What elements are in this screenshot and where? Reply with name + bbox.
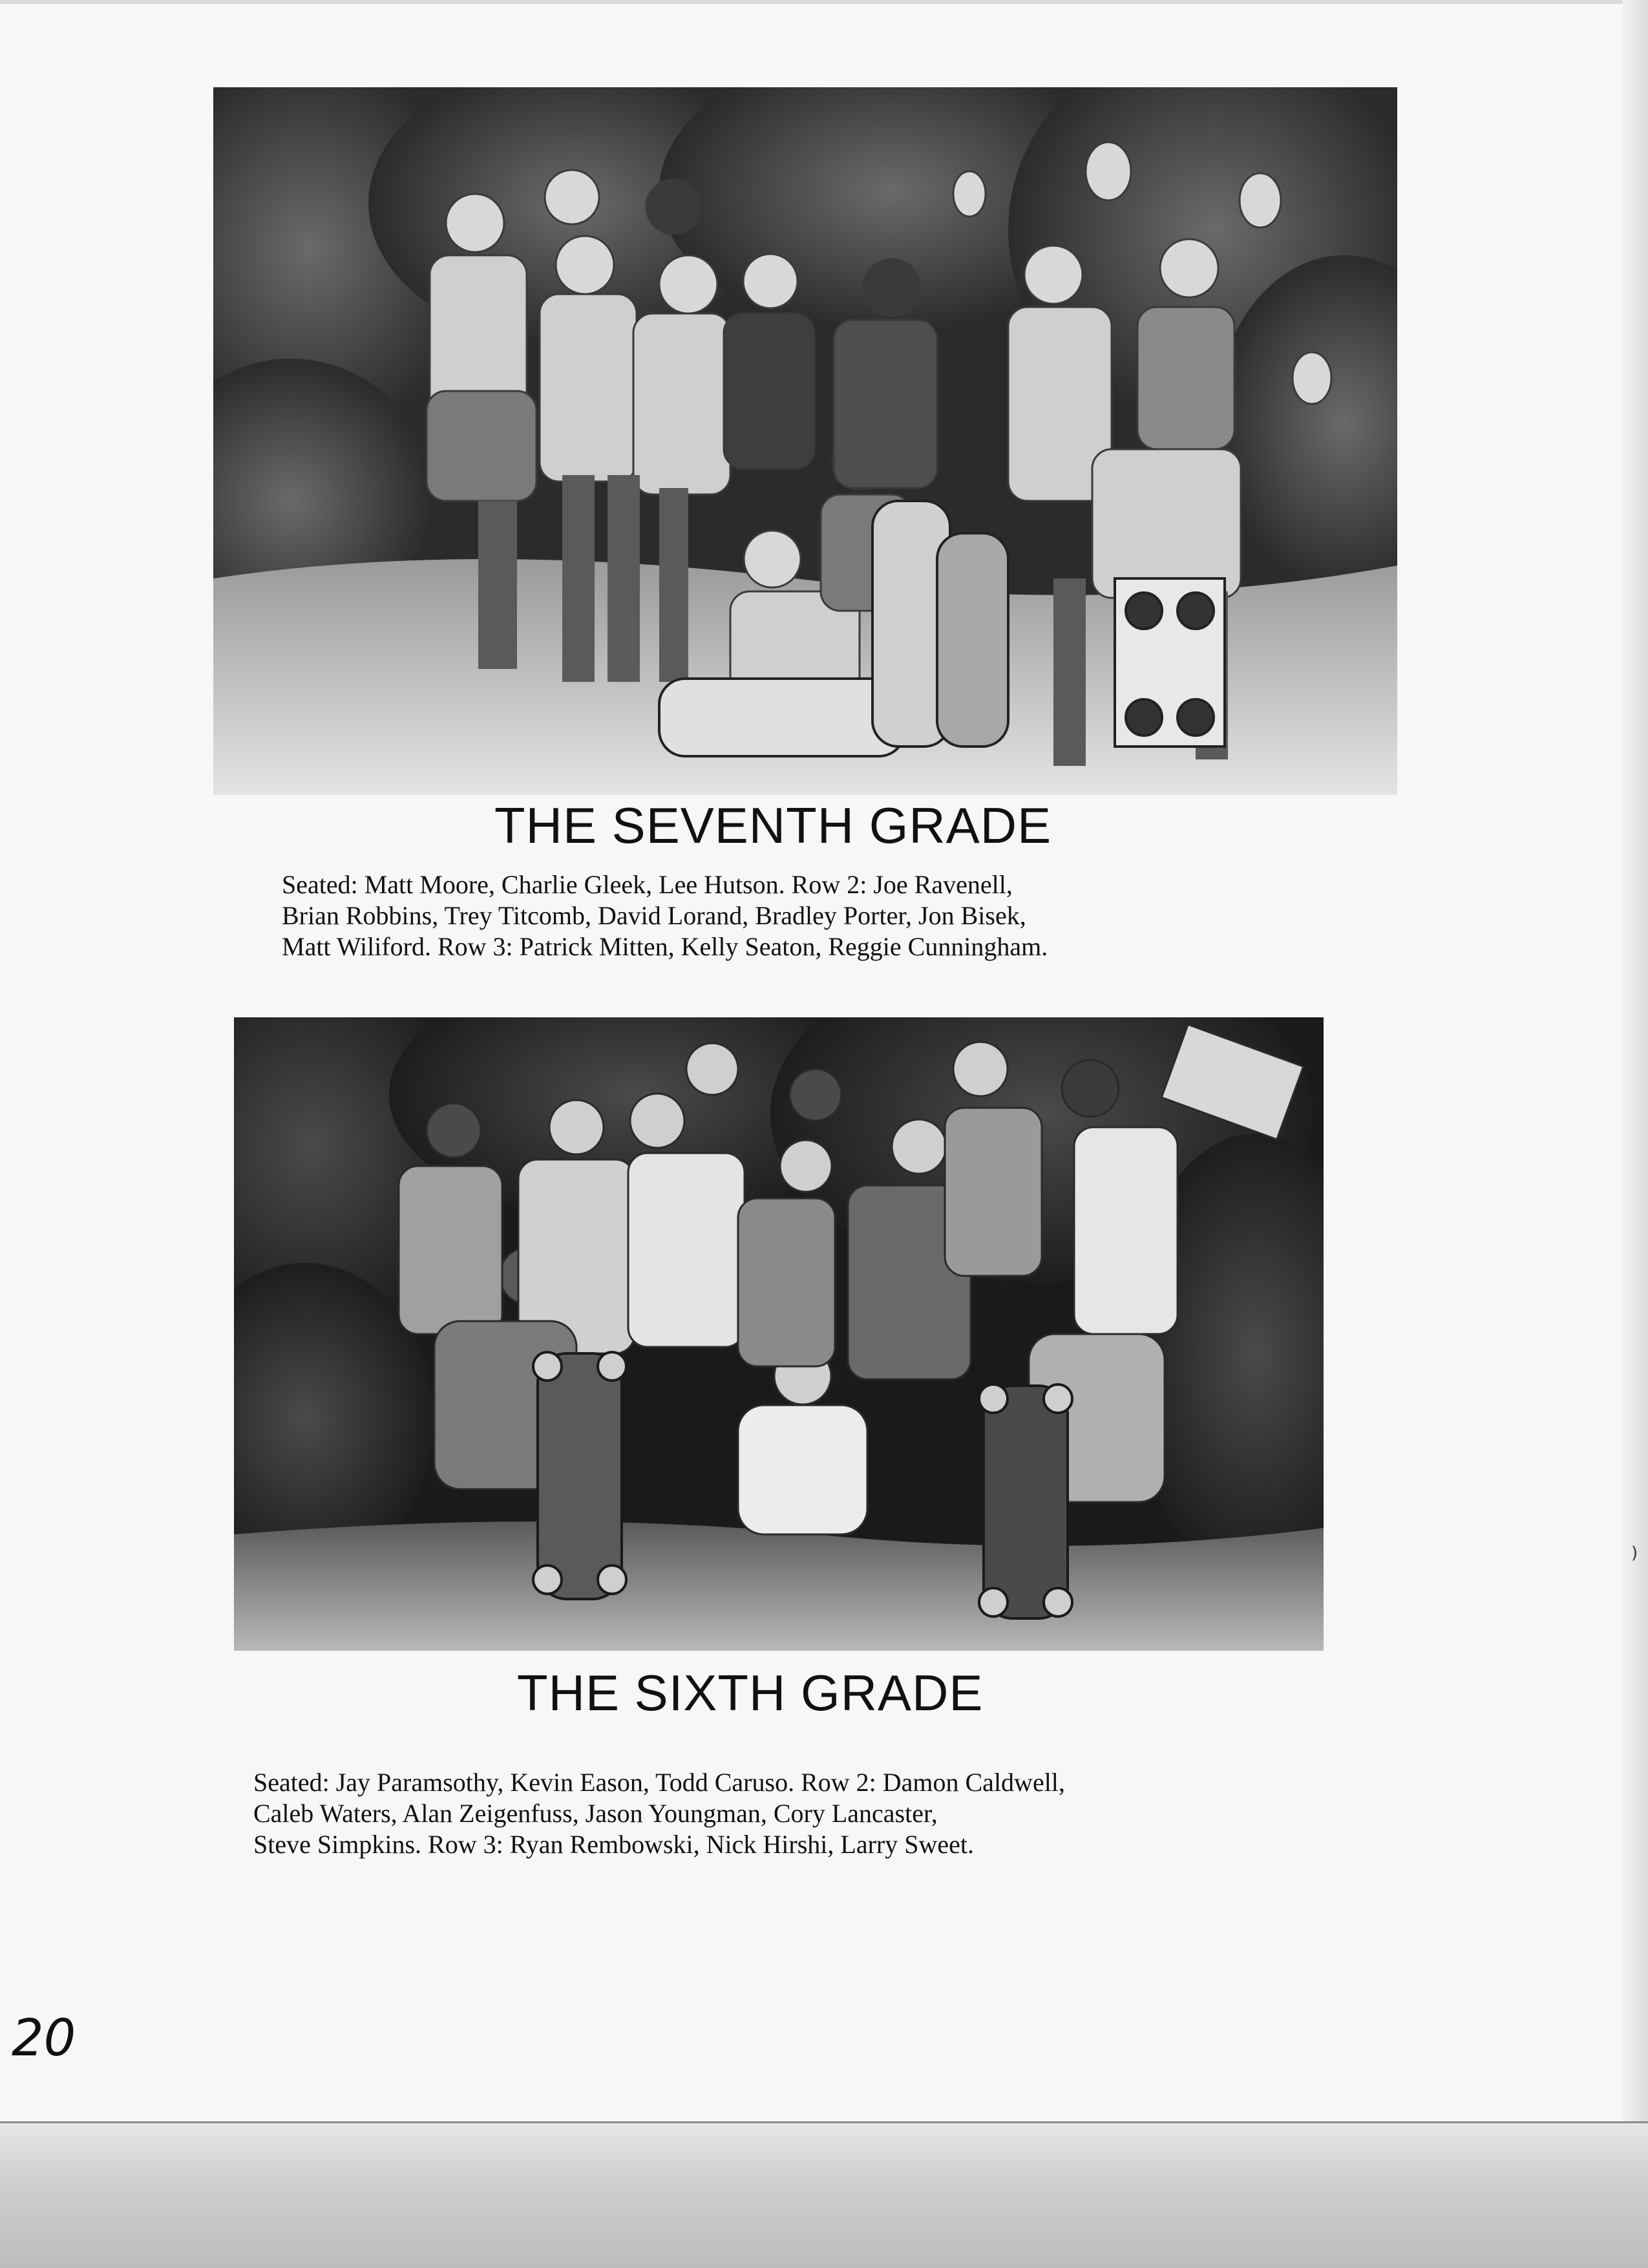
page-right-shadow xyxy=(1622,0,1648,2123)
page-bottom-shadow xyxy=(0,2123,1648,2268)
seventh-grade-photo xyxy=(213,87,1397,795)
page-top-edge xyxy=(0,0,1648,4)
seventh-grade-title: THE SEVENTH GRADE xyxy=(494,797,1052,854)
page-number: 20 xyxy=(12,2009,76,2068)
caption-line: Steve Simpkins. Row 3: Ryan Rembowski, Nick Hirshi, Larry Sweet. xyxy=(253,1830,974,1859)
caption-line: Seated: Matt Moore, Charlie Gleek, Lee Hutson. Row 2: Joe Ravenell, xyxy=(282,870,1013,899)
sixth-grade-photo xyxy=(234,1017,1324,1651)
sixth-grade-title: THE SIXTH GRADE xyxy=(517,1664,984,1721)
caption-line: Seated: Jay Paramsothy, Kevin Eason, Todd Caruso. Row 2: Damon Caldwell, xyxy=(253,1768,1065,1797)
caption-line: Brian Robbins, Trey Titcomb, David Lorand, Bradley Porter, Jon Bisek, xyxy=(282,901,1026,930)
seventh-grade-caption xyxy=(282,869,1048,962)
caption-line: Caleb Waters, Alan Zeigenfuss, Jason Youngman, Cory Lancaster, xyxy=(253,1799,938,1828)
scan-edge-marks: ) xyxy=(1631,1543,1638,1563)
sixth-grade-caption xyxy=(253,1767,1065,1860)
caption-line: Matt Wiliford. Row 3: Patrick Mitten, Kelly Seaton, Reggie Cunningham. xyxy=(282,932,1048,961)
